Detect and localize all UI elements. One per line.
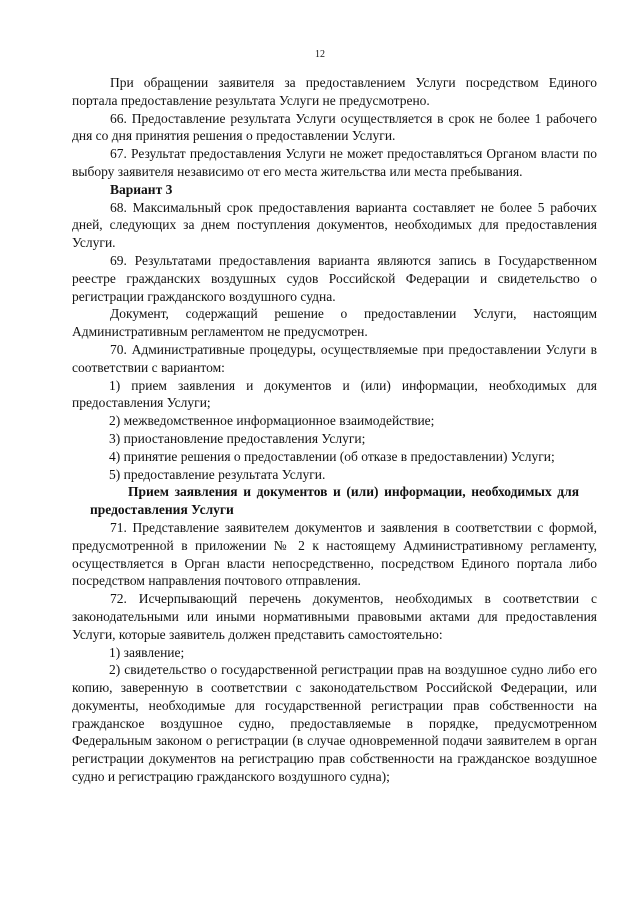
paragraph-72: 72. Исчерпывающий перечень документов, необходимых в соответствии с законодательными или иными нормативными правовыми актами для предоставления Услуги, которые заявитель должен представить самостоятельно:: [72, 591, 597, 642]
list-item: 5) предоставление результата Услуги.: [109, 466, 326, 482]
list-item: 2) межведомственное информационное взаимодействие;: [109, 413, 435, 429]
paragraph-69: 69. Результатами предоставления варианта являются запись в Государственном реестре гражданских воздушных судов Российской Федерации и свидетельство о регистрации гражданского воздушного судна.: [72, 252, 597, 304]
paragraph-71: 71. Представление заявителем документов и заявления в соответствии с формой, предусмотренной в приложении № 2 к настоящему Административному регламенту, осуществляется в Орган власти непосредственно, посредством Единого портала либо посредством направления почтового отправления.: [72, 519, 597, 589]
page-number: 12: [315, 49, 325, 60]
paragraph-66: 66. Предоставление результата Услуги осуществляется в срок не более 1 рабочего дня со дня принятия решения о предоставлении Услуги.: [72, 110, 597, 144]
variant-heading: Вариант 3: [110, 181, 173, 197]
paragraph: Документ, содержащий решение о предоставлении Услуги, настоящим Административным регламентом не предусмотрен.: [72, 306, 597, 340]
page-content: [72, 74, 597, 786]
list-item: 2) свидетельство о государственной регистрации прав на воздушное судно либо его копию, заверенную в соответствии с законодательством Российской Федерации, или документы, необходимые для государственной регистрации прав собственности на гражданское воздушное судно, предоставляемые в порядке, предусмотренном Федеральным законом о регистрации (в случае одновременной подачи заявителем в орган регистрации документов на регистрацию прав собственности на гражданское воздушное судно и регистрацию гражданского воздушного судна);: [72, 662, 597, 785]
paragraph-70: 70. Административные процедуры, осуществляемые при предоставлении Услуги в соответствии с вариантом:: [72, 341, 597, 375]
list-item: 4) принятие решения о предоставлении (об отказе в предоставлении) Услуги;: [109, 448, 555, 464]
list-item: 1) заявление;: [109, 644, 185, 660]
list-item: 3) приостановление предоставления Услуги;: [109, 430, 366, 446]
paragraph-67: 67. Результат предоставления Услуги не может предоставляться Органом власти по выбору заявителя независимо от его места жительства или места пребывания.: [72, 146, 597, 179]
paragraph: При обращении заявителя за предоставлением Услуги посредством Единого портала предоставление результата Услуги не предусмотрено.: [72, 75, 597, 108]
paragraph-68: 68. Максимальный срок предоставления варианта составляет не более 5 рабочих дней, следующих за днем поступления документов, необходимых для предоставления Услуги.: [72, 199, 597, 251]
list-item: 1) прием заявления и документов и (или) информации, необходимых для предоставления Услуги;: [72, 377, 597, 411]
section-heading: Прием заявления и документов и (или) информации, необходимых для предоставления Услуги: [90, 484, 579, 518]
